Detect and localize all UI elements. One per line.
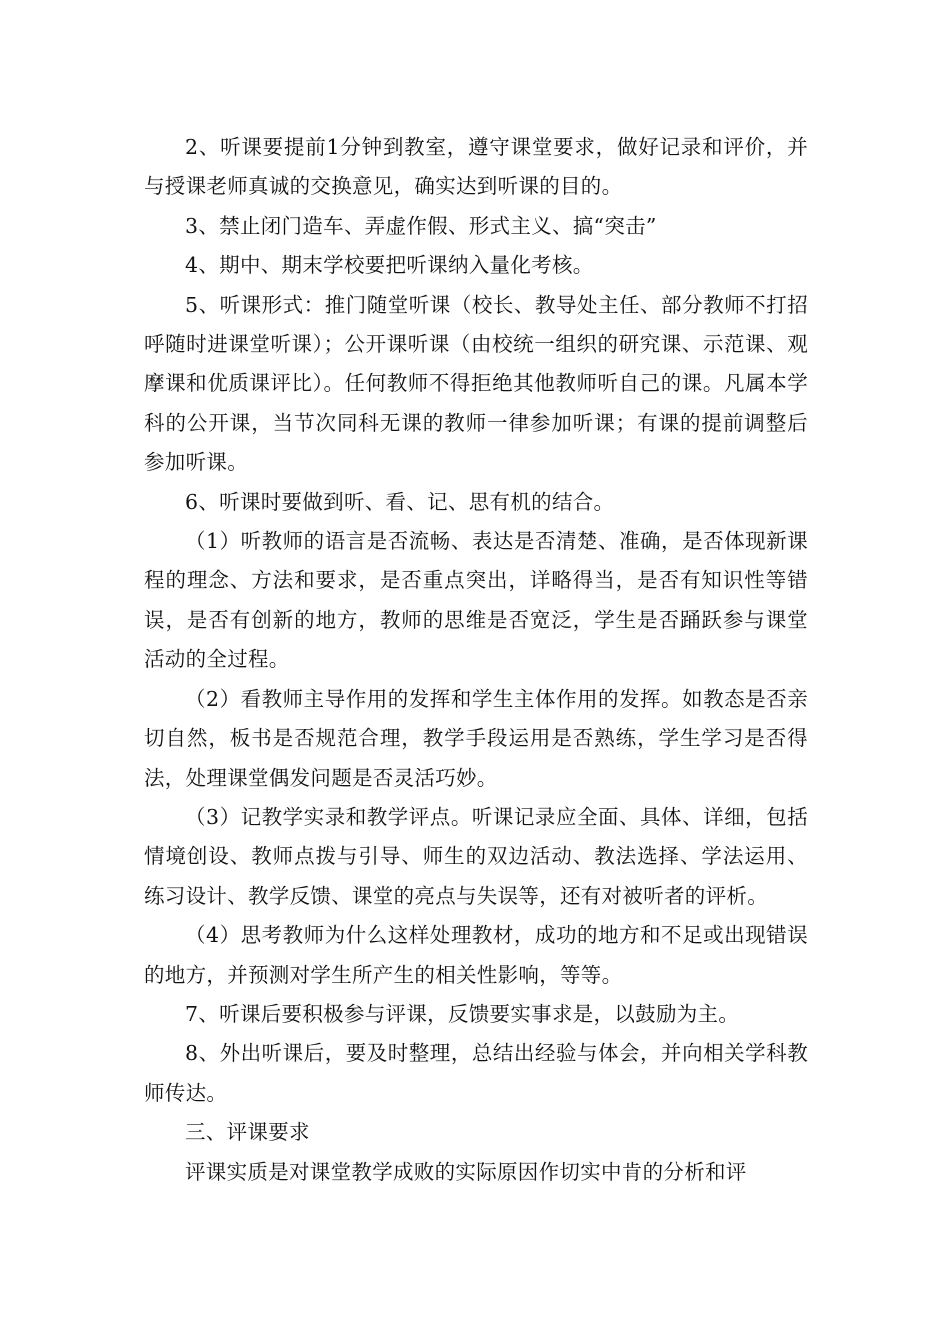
paragraph-rule-6-1: （1）听教师的语言是否流畅、表达是否清楚、准确，是否体现新课程的理念、方法和要求，是否重点突出，详略得当，是否有知识性等错误，是否有创新的地方，教师的思维是否宽泛，学生是否踊跃参与课堂活动的全过程。 xyxy=(144,529,808,672)
paragraph-rule-6-2: （2）看教师主导作用的发挥和学生主体作用的发挥。如教态是否亲切自然，板书是否规范合理，教学手段运用是否熟练，学生学习是否得法，处理课堂偶发问题是否灵活巧妙。 xyxy=(144,686,808,790)
paragraph-rule-6-4: （4）思考教师为什么这样处理教材，成功的地方和不足或出现错误的地方，并预测对学生所产生的相关性影响，等等。 xyxy=(144,923,808,987)
paragraph-rule-4: 4、期中、期末学校要把听课纳入量化考核。 xyxy=(185,253,594,278)
section-heading-evaluation: 三、评课要求 xyxy=(185,1120,310,1145)
paragraph-rule-6: 6、听课时要做到听、看、记、思有机的结合。 xyxy=(185,489,615,514)
paragraph-evaluation-intro: 评课实质是对课堂教学成败的实际原因作切实中肯的分析和评 xyxy=(185,1159,747,1184)
paragraph-rule-7: 7、听课后要积极参与评课，反馈要实事求是，以鼓励为主。 xyxy=(185,1001,740,1026)
paragraph-rule-5: 5、听课形式：推门随堂听课（校长、教导处主任、部分教师不打招呼随时进课堂听课）；公开课听课（由校统一组织的研究课、示范课、观摩课和优质课评比）。任何教师不得拒绝其他教师听自己的课。凡属本学科的公开课，当节次同科无课的教师一律参加听课；有课的提前调整后参加听课。 xyxy=(144,292,808,475)
document-body xyxy=(144,128,808,1192)
paragraph-rule-3: 3、禁止闭门造车、弄虚作假、形式主义、搞“突击” xyxy=(185,213,657,238)
paragraph-rule-8: 8、外出听课后，要及时整理，总结出经验与体会，并向相关学科教师传达。 xyxy=(144,1041,808,1105)
paragraph-rule-2: 2、听课要提前1分钟到教室，遵守课堂要求，做好记录和评价，并与授课老师真诚的交换意见，确实达到听课的目的。 xyxy=(144,135,808,199)
paragraph-rule-6-3: （3）记教学实录和教学评点。听课记录应全面、具体、详细，包括情境创设、教师点拨与引导、师生的双边活动、教法选择、学法运用、练习设计、教学反馈、课堂的亮点与失误等，还有对被听者的评析。 xyxy=(144,804,808,908)
